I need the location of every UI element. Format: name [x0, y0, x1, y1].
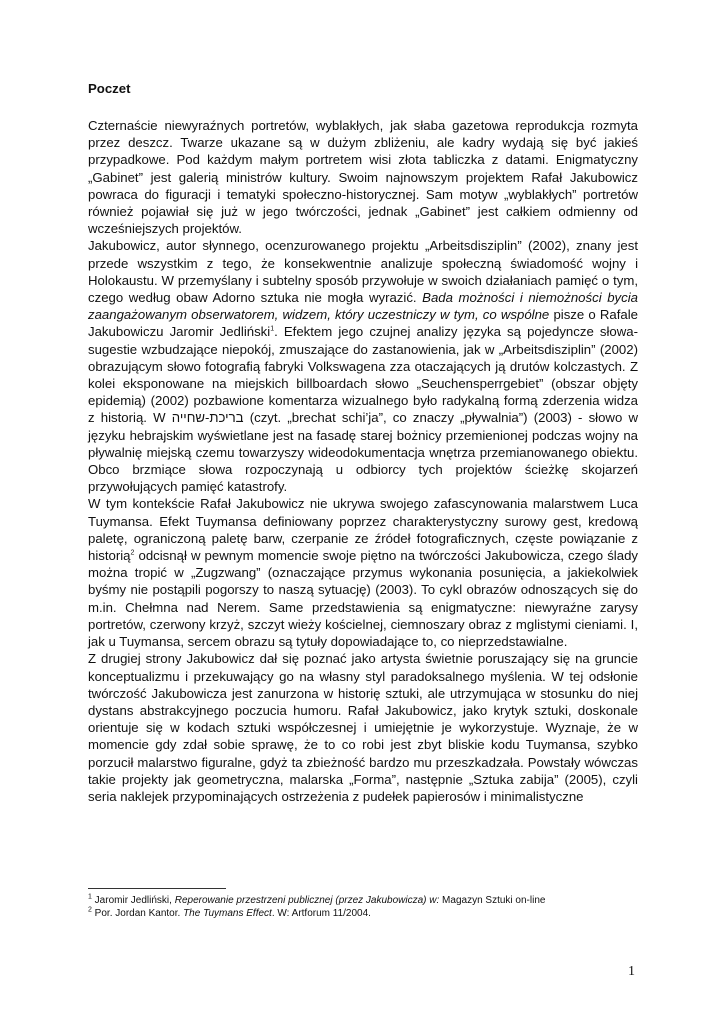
paragraph-2-text-a: Jakubowicz, autor słynnego, ocenzurowanego projektu „Arbeitsdisziplin” (2002), znany jest przede wszystkim z tego, że konsekwentnie analizuje społeczną świadomość wojny i Holokaustu. W przemyślany i subtelny sposób przywołuje w swoich działaniach pamięć o tym, czego według obaw Adorno sztuka nie mogła wyrazić. — [88, 238, 638, 306]
footnotes — [88, 888, 638, 920]
footnote-1-italic: Reperowanie przestrzeni publicznej (przez Jakubowicza) w: — [174, 895, 440, 906]
paragraph-2-text-c: . Efektem jego czujnej analizy języka są pojedyncze słowa-sugestie wzbudzające niepokój, zmuszające do zastanowienia, jak w „Arbeitsdisziplin” (2002) obrazującym słowo fotografią fabryki Volkswagena zza otaczających ją drutów kolczastych. Z kolei eksponowane na miejskich billboardach słowo „Seuchensperrgebiet” (obszar objęty epidemią) (2002) pozbawione komentarza wizualnego było radykalną formą zderzenia widza z historią. W בריכת-שחייה (czyt. „brechat schi’ja”, co znaczy „pływalnia”) (2003) - słowo w języku hebrajskim wyświetlane jest na fasadę starej bożnicy przemienionej podczas wojny na pływalnię miejską czemu towarzyszy wideodokumentacja wnętrza przemianowanego obiektu. Obco brzmiące słowa rozpoczynają u odbiorcy tych projektów ścieżkę skojarzeń przywołujących pamięć katastrofy. — [88, 324, 638, 495]
paragraph-3-text-b: odcisnął w pewnym momencie swoje piętno na twórczości Jakubowicza, czego ślady można tropić w „Zugzwang” (oznaczające przymus wykonania posunięcia, a jakiekolwiek byśmy nie postąpili pogorszy to naszą sytuację) (2003). To cykl obrazów odnoszących się do m.in. Chełmna nad Nerem. Same przedstawienia są enigmatyczne: niewyraźne zarysy portretów, czerwony krzyż, szczyt wieży kościelnej, ciemnoszary obraz z mglistymi cieniami. I, jak u Tuymansa, sercem obrazu są tytuły dopowiadające to, co nieprzedstawialne. — [88, 548, 638, 650]
page-title: Poczet — [88, 81, 131, 96]
paragraph-1 — [88, 117, 638, 237]
footnote-divider — [88, 888, 226, 889]
paragraph-2 — [88, 237, 638, 495]
paragraph-4 — [88, 650, 638, 805]
footnote-2-post: . W: Artforum 11/2004. — [271, 907, 371, 919]
paragraph-4-text: Z drugiej strony Jakubowicz dał się poznać jako artysta świetnie poruszający się na gruncie konceptualizmu i przekuwający go na własny styl paradoksalnego myślenia. W tej odsłonie twórczość Jakubowicza jest zanurzona w historię sztuki, ale utrzymująca w stosunku do niej dystans abstrakcyjnego poczucia humoru. Rafał Jakubowicz, jako krytyk sztuki, doskonale orientuje się w kodach sztuki współczesnej i umiejętnie je wykorzystuje. Wyznaje, że w momencie gdy zdał sobie sprawę, że to co robi jest zbyt bliskie kodu Tuymansa, szybko porzucił malarstwo figuralne, gdyż ta zbieżność bardzo mu przeszkadzała. Powstały wówczas takie projekty jak geometryczna, malarska „Forma”, następnie „Sztuka zabija” (2005), czyli seria naklejek przypominających ostrzeżenia z pudełek papierosów i minimalistyczne — [88, 651, 638, 804]
footnote-1-pre: Jaromir Jedliński, — [91, 895, 175, 906]
footnote-1 — [88, 895, 638, 908]
footnote-2 — [88, 908, 638, 921]
footnote-2-italic: The Tuymans Effect — [183, 907, 272, 919]
paragraph-1-text: Czternaście niewyraźnych portretów, wyblakłych, jak słaba gazetowa reprodukcja rozmyta przez deszcz. Twarze ukazane są w dużym zbliżeniu, ale kadry wydają się być jakieś przypadkowe. Pod każdym małym portretem wisi złota tabliczka z datami. Enigmatyczny „Gabinet” jest galerią ministrów kultury. Swoim najnowszym projektem Rafał Jakubowicz powraca do figuracji i tematyki społeczno-historycznej. Sam motyw „wyblakłych” portretów również pojawiał się już w jego twórczości, jednak „Gabinet” jest całkiem odmienny od wcześniejszych projektów. — [88, 118, 638, 237]
footnote-ref-1[interactable]: 1 — [270, 326, 275, 334]
document-body — [88, 80, 638, 805]
footnote-ref-2[interactable]: 2 — [130, 549, 135, 557]
page-number: 1 — [628, 964, 635, 979]
paragraph-2-quote: Bada możności i niemożności bycia zaangażowanym obserwatorem, widzem, który uczestniczy w tym, co wspólne — [88, 290, 638, 323]
paragraph-3-text-a: W tym kontekście Rafał Jakubowicz nie ukrywa swojego zafascynowania malarstwem Luca Tuymansa. Efekt Tuymansa definiowany poprzez charakterystyczny surowy gest, kredową paletę, ograniczoną paletę barw, czerpanie ze źródeł fotograficznych, częste powiązanie z historią — [88, 496, 638, 564]
paragraph-2-text-b: pisze o Rafale Jakubowiczu Jaromir Jedliński — [88, 307, 638, 340]
footnote-2-pre: Por. Jordan Kantor. — [91, 907, 184, 919]
paragraph-3 — [88, 495, 638, 650]
footnote-1-post: Magazyn Sztuki on-line — [439, 895, 546, 906]
footnote-1-number: 1 — [88, 893, 92, 901]
footnote-2-number: 2 — [88, 906, 92, 914]
